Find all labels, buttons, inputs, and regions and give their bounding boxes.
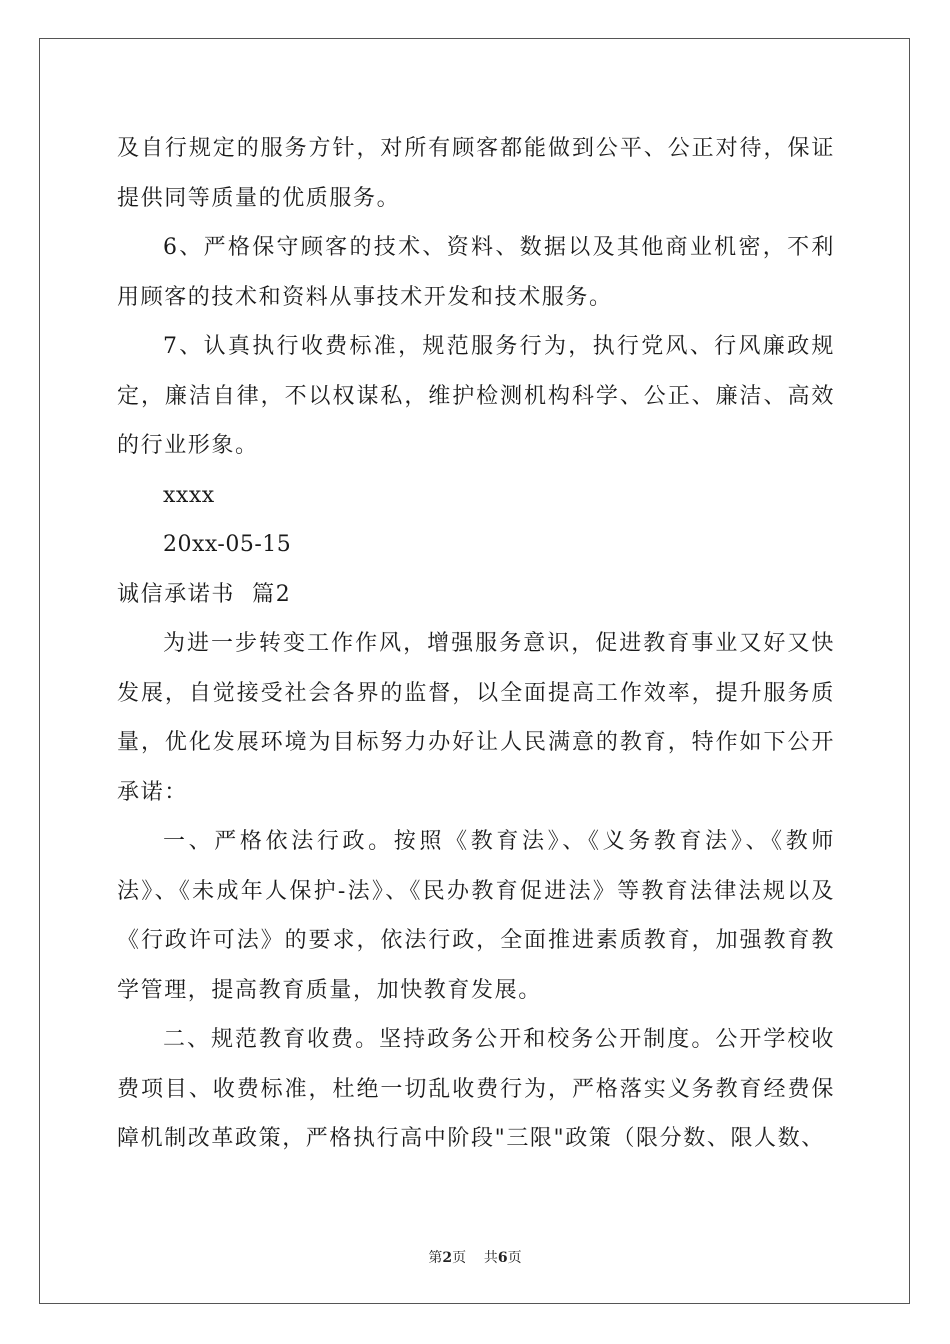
page-footer	[0, 1247, 950, 1267]
document-body	[117, 124, 835, 1164]
footer-prefix: 第	[428, 1250, 443, 1266]
footer-page-total: 6	[497, 1250, 508, 1266]
paragraph-5: 一、严格依法行政。按照《教育法》、《义务教育法》、《教师法》、《未成年人保护-法》、《民办教育促进法》等教育法律法规以及《行政许可法》的要求，依法行政，全面推进素质教育，加强教育教学管理，提高教育质量，加快教育发展。	[117, 829, 835, 1003]
paragraph-1: 及自行规定的服务方针，对所有顾客都能做到公平、公正对待，保证提供同等质量的优质服务。	[117, 136, 835, 211]
footer-page-current: 2	[442, 1250, 453, 1266]
footer-mid: 页 共	[452, 1250, 498, 1266]
section-heading: 诚信承诺书 篇2	[117, 581, 292, 607]
footer-suffix: 页	[507, 1250, 522, 1266]
date: 20xx-05-15	[163, 532, 292, 557]
paragraph-4: 为进一步转变工作作风，增强服务意识，促进教育事业又好又快发展，自觉接受社会各界的监督，以全面提高工作效率，提升服务质量，优化发展环境为目标努力办好让人民满意的教育，特作如下公开承诺：	[117, 631, 835, 805]
paragraph-2: 6、严格保守顾客的技术、资料、数据以及其他商业机密，不利用顾客的技术和资料从事技术开发和技术服务。	[117, 235, 835, 310]
paragraph-6: 二、规范教育收费。坚持政务公开和校务公开制度。公开学校收费项目、收费标准，杜绝一切乱收费行为，严格落实义务教育经费保障机制改革政策，严格执行高中阶段"三限"政策（限分数、限人数、	[117, 1027, 835, 1151]
paragraph-3: 7、认真执行收费标准，规范服务行为，执行党风、行风廉政规定，廉洁自律，不以权谋私，维护检测机构科学、公正、廉洁、高效的行业形象。	[117, 334, 835, 458]
signature: xxxx	[163, 482, 215, 508]
